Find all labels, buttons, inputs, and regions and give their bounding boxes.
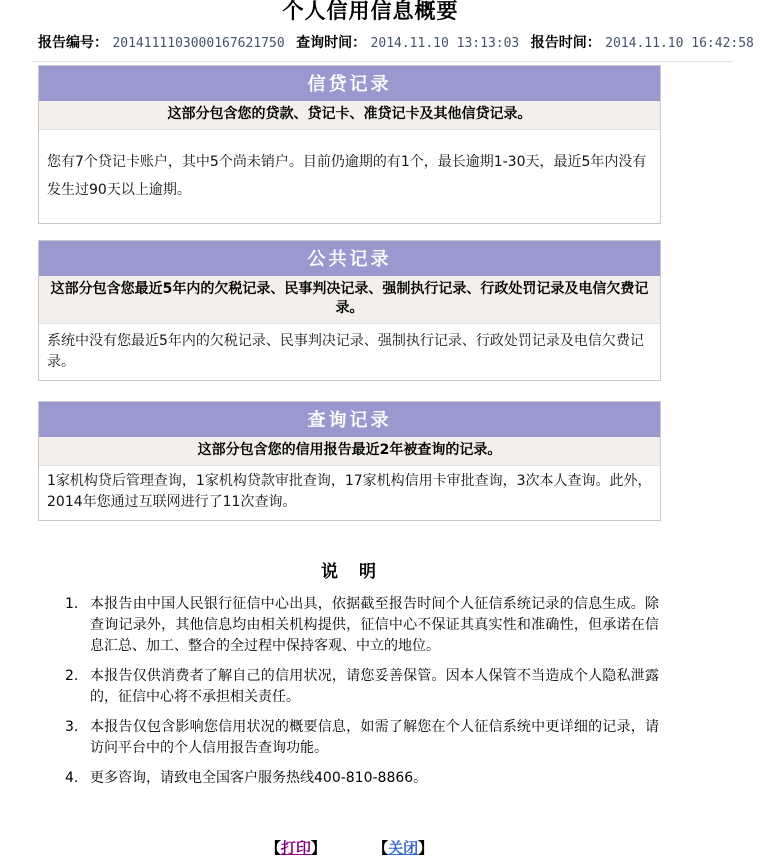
report-time-value: 2014.11.10 16:42:58 xyxy=(605,36,754,51)
credit-records-subtitle: 这部分包含您的贷款、贷记卡、准贷记卡及其他信贷记录。 xyxy=(39,101,660,130)
public-records-body: 系统中没有您最近5年内的欠税记录、民事判决记录、强制执行记录、行政处罚记录及电信欠费记录。 xyxy=(47,332,644,370)
credit-records-body: 您有7个贷记卡账户，其中5个尚未销户。目前仍逾期的有1个，最长逾期1-30天，最近5年内没有发生过90天以上逾期。 xyxy=(47,153,647,198)
section-public-records xyxy=(38,240,661,381)
print-link[interactable]: 打印 xyxy=(280,838,311,857)
note-item xyxy=(38,594,661,657)
report-number-label: 报告编号： xyxy=(38,35,108,51)
print-bracket-close: 】 xyxy=(310,838,326,857)
note-text: 更多咨询，请致电全国客户服务热线400-810-8866。 xyxy=(90,769,428,786)
report-number-value: 2014111103000167621750 xyxy=(112,36,285,51)
notes-list xyxy=(38,594,661,789)
close-link[interactable]: 关闭 xyxy=(388,838,419,857)
section-query-records xyxy=(38,401,661,521)
query-time-label: 查询时间： xyxy=(296,35,367,51)
query-time-value: 2014.11.10 13:13:03 xyxy=(370,36,520,51)
public-records-subtitle: 这部分包含您最近5年内的欠税记录、民事判决记录、强制执行记录、行政处罚记录及电信欠费记录。 xyxy=(39,276,660,324)
query-records-subtitle: 这部分包含您的信用报告最近2年被查询的记录。 xyxy=(39,437,660,466)
note-text: 本报告仅包含影响您信用状况的概要信息，如需了解您在个人征信系统中更详细的记录，请访问平台中的个人信用报告查询功能。 xyxy=(90,718,659,756)
credit-records-header: 信贷记录 xyxy=(39,66,660,101)
print-bracket-open: 【 xyxy=(265,838,281,857)
note-number: 1. xyxy=(65,595,79,612)
query-records-header: 查询记录 xyxy=(39,402,660,437)
main-content xyxy=(38,65,661,858)
note-item xyxy=(38,666,661,708)
note-text: 本报告由中国人民银行征信中心出具，依据截至报告时间个人征信系统记录的信息生成。除查询记录外，其他信息均由相关机构提供，征信中心不保证其真实性和准确性，但承诺在信息汇总、加工、整合的全过程中保持客观、中立的地位。 xyxy=(90,595,659,654)
note-number: 3. xyxy=(65,718,79,735)
report-info-line xyxy=(38,32,754,52)
close-button[interactable] xyxy=(373,837,433,858)
note-text: 本报告仅供消费者了解自己的信用状况，请您妥善保管。因本人保管不当造成个人隐私泄露的，征信中心将不承担相关责任。 xyxy=(90,667,659,705)
close-bracket-close: 】 xyxy=(418,838,434,857)
query-records-body: 1家机构贷后管理查询，1家机构贷款审批查询，17家机构信用卡审批查询，3次本人查询。此外，2014年您通过互联网进行了11次查询。 xyxy=(47,472,652,511)
note-item xyxy=(38,768,661,789)
public-records-header: 公共记录 xyxy=(39,241,660,276)
note-number: 2. xyxy=(65,667,79,684)
note-item xyxy=(38,717,661,759)
page-title: 个人信用信息概要 xyxy=(282,0,459,23)
section-credit-records xyxy=(38,65,661,224)
header-divider xyxy=(31,61,733,62)
print-button[interactable] xyxy=(266,837,326,858)
close-bracket-open: 【 xyxy=(373,838,389,857)
notes-heading: 说 明 xyxy=(321,561,378,582)
actions-bar xyxy=(38,837,661,858)
report-time-label: 报告时间： xyxy=(530,35,601,51)
note-number: 4. xyxy=(65,769,79,786)
